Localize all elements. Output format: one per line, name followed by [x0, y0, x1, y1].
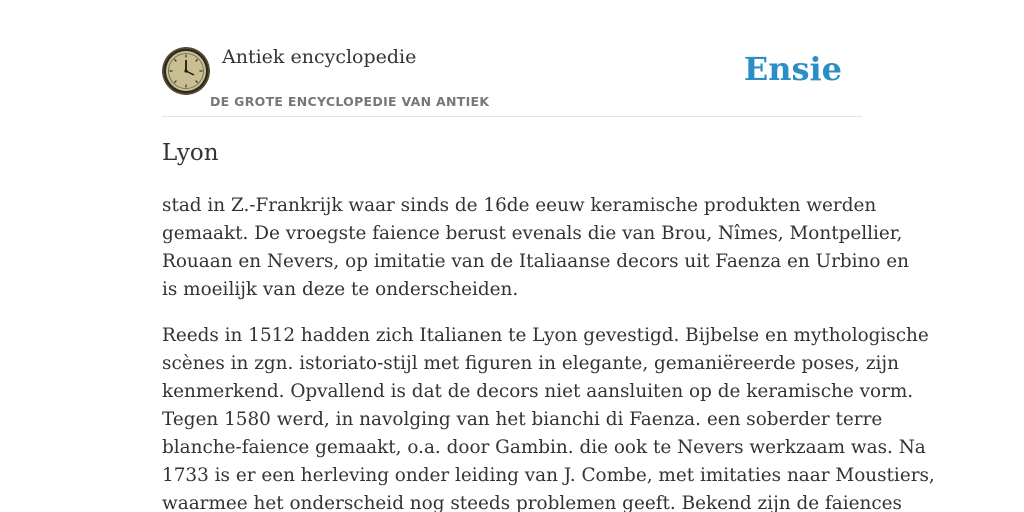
site-header: [162, 40, 862, 117]
entry-title: Lyon: [162, 140, 219, 166]
text-line: is moeilijk van deze te onderscheiden.: [162, 279, 519, 300]
text-line: waarmee het onderscheid nog steeds problemen geeft. Bekend zijn de faiences: [162, 493, 902, 512]
site-title[interactable]: Antiek encyclopedie: [222, 46, 417, 68]
entry-content: [162, 192, 935, 512]
text-line: Rouaan en Nevers, op imitatie van de Italiaanse decors uit Faenza en Urbino en: [162, 251, 910, 272]
paragraph-2: [162, 322, 935, 512]
text-line: Tegen 1580 werd, in navolging van het bianchi di Faenza. een soberder terre: [162, 409, 883, 430]
text-line: Reeds in 1512 hadden zich Italianen te Lyon gevestigd. Bijbelse en mythologische: [162, 325, 929, 346]
ensie-brand-link[interactable]: Ensie: [743, 50, 842, 88]
antique-clock-icon[interactable]: [162, 47, 210, 95]
paragraph-1: [162, 192, 910, 304]
text-line: 1733 is er een herleving onder leiding van J. Combe, met imitaties naar Moustiers,: [162, 465, 935, 486]
text-line: blanche-faience gemaakt, o.a. door Gambin. die ook te Nevers werkzaam was. Na: [162, 437, 926, 458]
text-line: gemaakt. De vroegste faience berust evenals die van Brou, Nîmes, Montpellier,: [162, 223, 903, 244]
text-line: kenmerkend. Opvallend is dat de decors niet aansluiten op de keramische vorm.: [162, 381, 914, 402]
site-tagline: DE GROTE ENCYCLOPEDIE VAN ANTIEK: [210, 94, 490, 109]
text-line: stad in Z.-Frankrijk waar sinds de 16de eeuw keramische produkten werden: [162, 195, 877, 216]
text-line: scènes in zgn. istoriato-stijl met figuren in elegante, gemaniëreerde poses, zijn: [162, 353, 899, 374]
